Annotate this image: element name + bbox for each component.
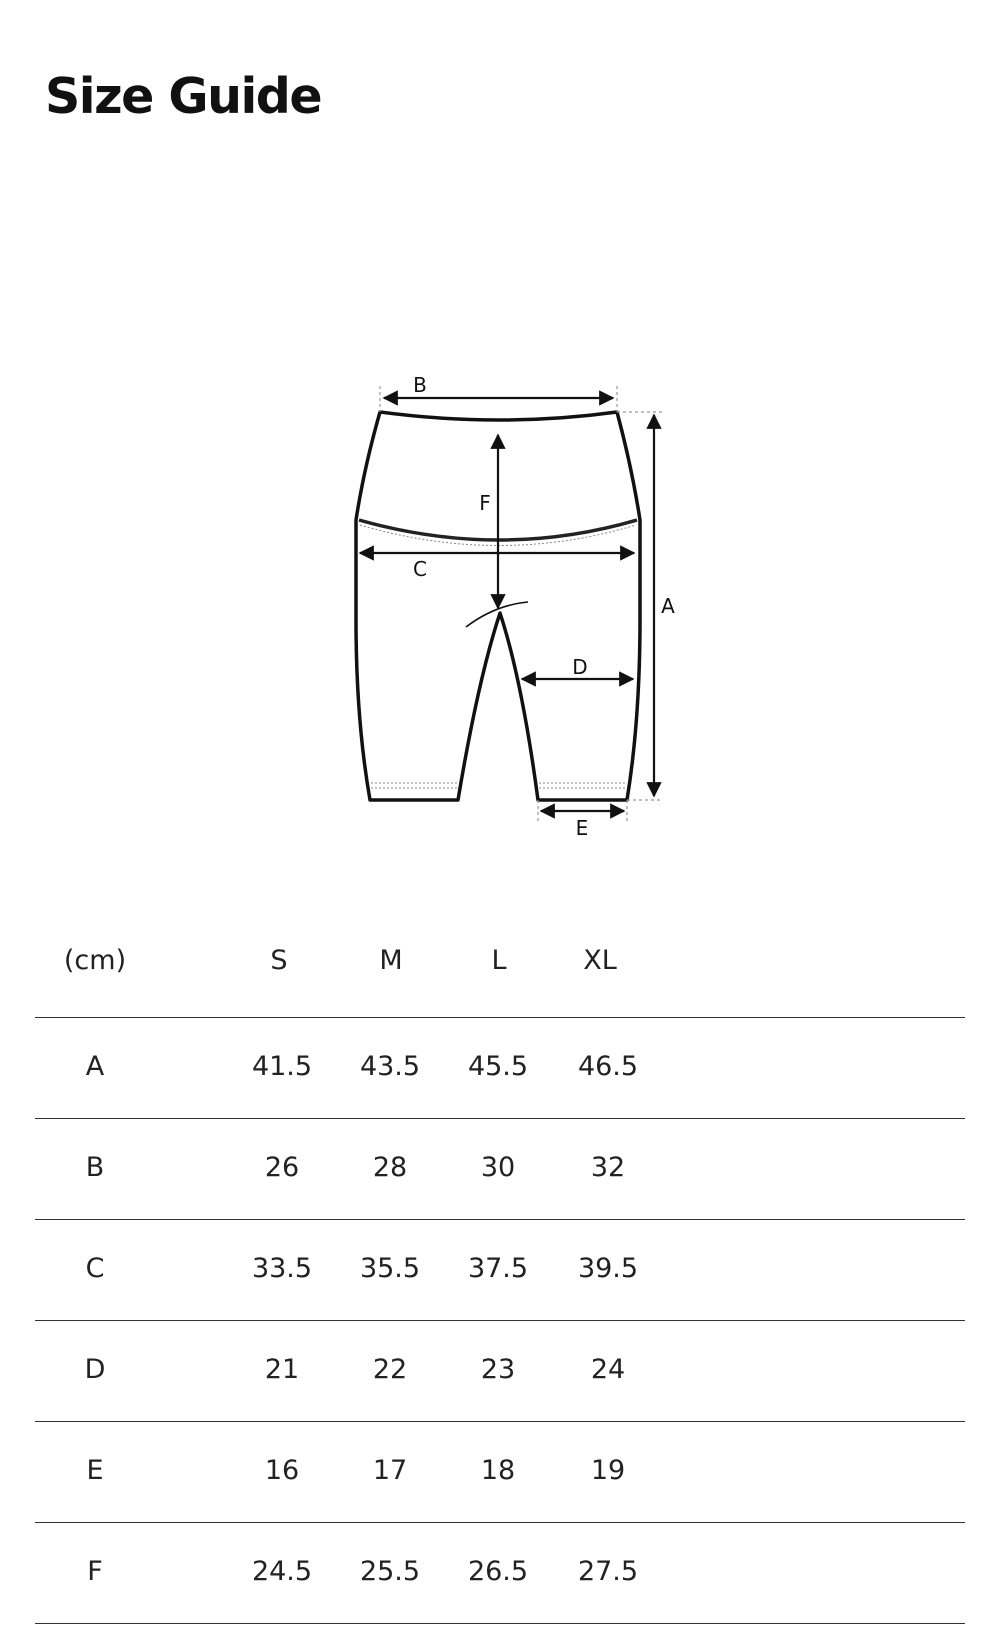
label-c: C [413, 557, 427, 581]
table-cell: 28 [372, 1152, 408, 1183]
size-header-xl: XL [583, 945, 617, 976]
row-label: A [85, 1051, 105, 1082]
table-cell: 26.5 [467, 1556, 529, 1587]
table-cell: 37.5 [467, 1253, 529, 1284]
size-header-s: S [270, 945, 288, 976]
table-row [35, 1321, 965, 1422]
page-title: Size Guide [45, 68, 322, 125]
label-b: B [413, 373, 427, 397]
table-cell: 19 [590, 1455, 626, 1486]
table-cell: 24.5 [251, 1556, 313, 1587]
label-d: D [572, 655, 588, 679]
size-header-l: L [491, 945, 507, 976]
size-table-header [35, 915, 965, 1018]
table-cell: 24 [590, 1354, 626, 1385]
row-label: B [85, 1152, 105, 1183]
table-row [35, 1523, 965, 1624]
table-row [35, 1220, 965, 1321]
table-cell: 26 [264, 1152, 300, 1183]
table-cell: 27.5 [577, 1556, 639, 1587]
unit-header: (cm) [63, 945, 127, 976]
table-cell: 23 [480, 1354, 516, 1385]
label-f: F [479, 491, 491, 515]
table-cell: 39.5 [577, 1253, 639, 1284]
table-cell: 32 [590, 1152, 626, 1183]
row-label: E [86, 1455, 104, 1486]
size-header-m: M [379, 945, 403, 976]
table-cell: 35.5 [359, 1253, 421, 1284]
table-row [35, 1422, 965, 1523]
table-cell: 18 [480, 1455, 516, 1486]
table-cell: 22 [372, 1354, 408, 1385]
row-label: F [87, 1556, 103, 1587]
table-row [35, 1119, 965, 1220]
table-cell: 33.5 [251, 1253, 313, 1284]
table-cell: 46.5 [577, 1051, 639, 1082]
table-cell: 16 [264, 1455, 300, 1486]
table-cell: 30 [480, 1152, 516, 1183]
table-cell: 21 [264, 1354, 300, 1385]
label-e: E [575, 816, 589, 840]
table-cell: 43.5 [359, 1051, 421, 1082]
table-row [35, 1018, 965, 1119]
row-label: D [84, 1354, 106, 1385]
table-cell: 17 [372, 1455, 408, 1486]
table-cell: 25.5 [359, 1556, 421, 1587]
size-table [35, 915, 965, 1624]
table-cell: 45.5 [467, 1051, 529, 1082]
row-label: C [85, 1253, 105, 1284]
table-cell: 41.5 [251, 1051, 313, 1082]
label-a: A [661, 594, 675, 618]
